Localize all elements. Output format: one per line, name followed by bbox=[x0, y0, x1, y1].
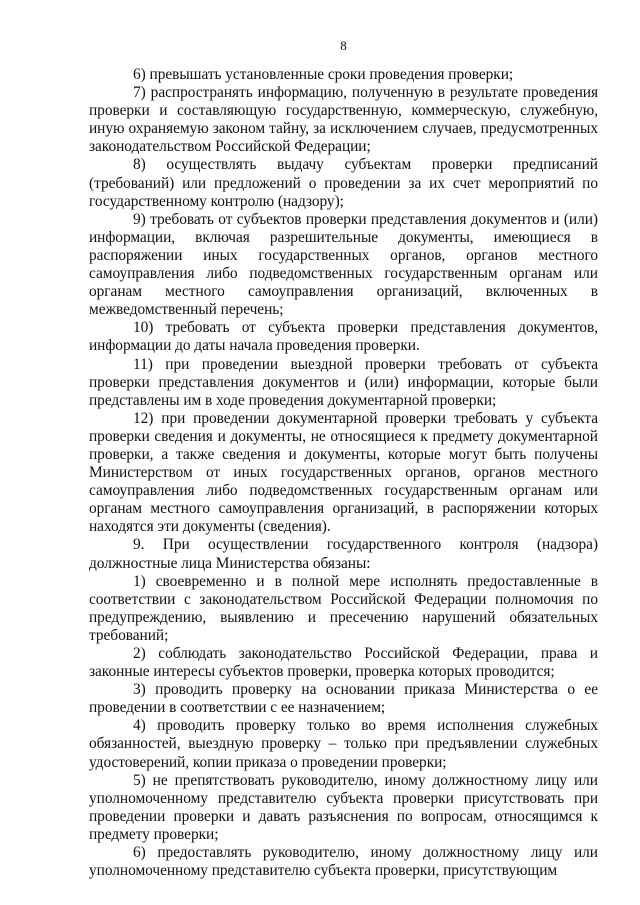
list-item-6-exceed-deadlines: 6) превышать установленные сроки проведения проверки; bbox=[133, 66, 514, 83]
duty-item-5: 5) не препятствовать руководителю, иному должностному лицу или уполномоченному представителю субъекта проверки присутствовать при проведении проверки и давать разъяснения по вопросам, относящимся к предмету проверки; bbox=[89, 771, 598, 843]
list-item-9-request-documents: 9) требовать от субъектов проверки представления документов и (или) информации, включая разрешительные документы, имеющиеся в распоряжении иных государственных органов, органов местного самоуправления либо подведомственных государственным органам или органам местного самоуправления организаций, включенных в межведомственный перечень; bbox=[89, 210, 598, 319]
list-item-11-onsite-inspection: 11) при проведении выездной проверки требовать от субъекта проверки представления документов и (или) информации, которые были представлены им в ходе проведения документарной проверки; bbox=[89, 355, 598, 409]
duty-item-4: 4) проводить проверку только во время исполнения служебных обязанностей, выездную проверку – только при предъявлении служебных удостоверений, копии приказа о проведении проверки; bbox=[89, 717, 598, 771]
list-item-12-documentary-inspection: 12) при проведении документарной проверки требовать у субъекта проверки сведения и документы, не относящиеся к предмету документарной проверки, а также сведения и документы, которые могут быть получены Министерством от иных государственных органов, органов местного самоуправления либо подведомственных государственным органам или органам местного самоуправления организаций, в распоряжении которых находятся эти документы (сведения). bbox=[89, 409, 598, 536]
duty-item-3: 3) проводить проверку на основании приказа Министерства о ее проведении в соответствии с ее назначением; bbox=[89, 681, 598, 717]
duty-item-2: 2) соблюдать законодательство Российской Федерации, права и законные интересы субъектов проверки, проверка которых проводится; bbox=[89, 645, 598, 681]
page-number: 8 bbox=[340, 38, 347, 53]
section-9-heading: 9. При осуществлении государственного контроля (надзора) должностные лица Министерства обязаны: bbox=[89, 536, 598, 572]
duty-item-1: 1) своевременно и в полной мере исполнять предоставленные в соответствии с законодательством Российской Федерации полномочия по предупреждению, выявлению и пресечению нарушений обязательных требований; bbox=[89, 572, 598, 644]
list-item-8-issue-orders: 8) осуществлять выдачу субъектам проверки предписаний (требований) или предложений о проведении за их счет мероприятий по государственному контролю (надзору); bbox=[89, 156, 598, 210]
document-body bbox=[89, 66, 598, 880]
list-item-7-disclose-information: 7) распространять информацию, полученную в результате проведения проверки и составляющую государственную, коммерческую, служебную, иную охраняемую законом тайну, за исключением случаев, предусмотренных законодательством Российской Федерации; bbox=[89, 84, 598, 156]
duty-item-6: 6) предоставлять руководителю, иному должностному лицу или уполномоченному представителю субъекта проверки, присутствующим bbox=[89, 844, 598, 880]
list-item-10-request-before-start: 10) требовать от субъекта проверки представления документов, информации до даты начала проведения проверки. bbox=[89, 319, 598, 355]
